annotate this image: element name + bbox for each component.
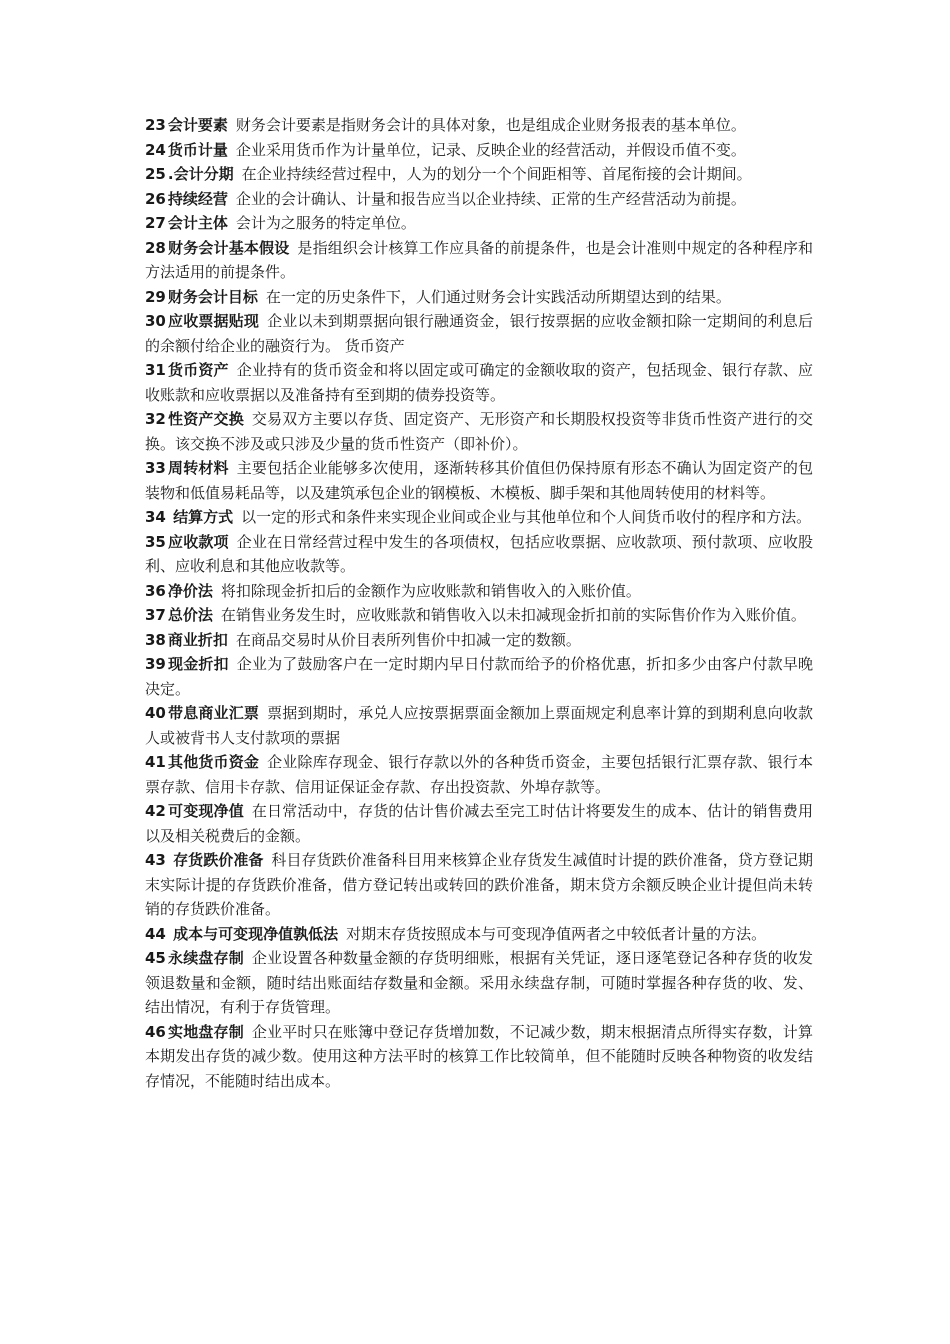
glossary-entry — [145, 946, 813, 1020]
term-label: 财务会计基本假设 — [167, 238, 290, 257]
glossary-term — [145, 116, 228, 134]
entry-number: 35 — [145, 532, 166, 551]
glossary-entry — [145, 407, 813, 456]
term-label: 周转材料 — [167, 459, 229, 477]
term-definition: 企业设置各种数量金额的存货明细账，根据有关凭证，逐日逐笔登记各种存货的收发领退数量和金额，随时结出账面结存数量和金额。采用永续盘存制，可随时掌握各种存货的收、发、结出情况，有利于存货管理。 — [145, 949, 813, 1016]
term-definition: 交易双方主要以存货、固定资产、无形资产和长期股权投资等非货币性资产进行的交换。该交换不涉及或只涉及少量的货币性资产（即补价）。 — [145, 410, 813, 453]
entry-number: 43 — [145, 851, 166, 869]
glossary-term — [145, 214, 228, 232]
term-label: 会计主体 — [167, 214, 228, 232]
glossary-term — [145, 631, 228, 649]
term-definition: 在销售业务发生时，应收账款和销售收入以未扣减现金折扣前的实际售价作为入账价值。 — [220, 606, 806, 624]
term-label: 财务会计目标 — [167, 287, 258, 306]
glossary-entry — [145, 285, 813, 310]
glossary-entry — [145, 162, 813, 187]
term-label: 成本与可变现净值孰低法 — [167, 924, 339, 943]
term-definition: 企业持有的货币资金和将以固定或可确定的金额收取的资产，包括现金、银行存款、应收账款和应收票据以及准备持有至到期的债券投资等。 — [145, 361, 813, 404]
glossary-entry — [145, 505, 813, 530]
term-label: 实地盘存制 — [167, 1022, 244, 1041]
term-label: 应收票据贴现 — [167, 312, 260, 330]
term-definition: 以一定的形式和条件来实现企业间或企业与其他单位和个人间货币收付的程序和方法。 — [241, 508, 812, 526]
glossary-term — [145, 410, 244, 428]
glossary-term — [145, 582, 213, 600]
glossary-entry — [145, 358, 813, 407]
term-label: 货币计量 — [167, 140, 228, 159]
term-label: 可变现净值 — [167, 802, 244, 820]
glossary-entry — [145, 922, 813, 947]
term-definition: 企业的会计确认、计量和报告应当以企业持续、正常的生产经营活动为前提。 — [235, 189, 746, 208]
term-label: 其他货币资金 — [167, 753, 260, 771]
glossary-entry — [145, 579, 813, 604]
term-definition: 票据到期时，承兑人应按票据票面金额加上票面规定利息率计算的到期利息向收款人或被背书人支付款项的票据 — [145, 704, 813, 747]
entry-number: 41 — [145, 753, 166, 771]
glossary-entry — [145, 848, 813, 922]
entry-number: 44 — [145, 924, 166, 943]
glossary-term — [145, 312, 259, 330]
glossary-term — [145, 459, 229, 477]
entry-number: 36 — [145, 581, 166, 600]
glossary-entry — [145, 1020, 813, 1094]
glossary-term — [145, 851, 263, 869]
glossary-entry — [145, 652, 813, 701]
glossary-term — [145, 606, 213, 624]
term-definition: 会计为之服务的特定单位。 — [235, 214, 416, 232]
entry-number: 37 — [145, 606, 166, 624]
entry-number: 33 — [145, 459, 166, 477]
glossary-term — [145, 141, 228, 159]
term-label: 现金折扣 — [167, 655, 229, 673]
glossary-term — [145, 239, 289, 257]
glossary-term — [145, 802, 244, 820]
entry-number: 46 — [145, 1022, 166, 1041]
entry-number: 39 — [145, 655, 166, 673]
term-label: 应收款项 — [167, 532, 229, 551]
glossary-term — [145, 508, 233, 526]
term-definition: 企业为了鼓励客户在一定时期内早日付款而给予的价格优惠，折扣多少由客户付款早晚决定。 — [145, 655, 813, 698]
term-label: 商业折扣 — [167, 630, 228, 649]
entry-number: 28 — [145, 238, 166, 257]
term-label: 会计要素 — [167, 116, 228, 134]
glossary-term — [145, 655, 229, 673]
term-definition: 企业以未到期票据向银行融通资金，银行按票据的应收金额扣除一定期间的利息后的余额付给企业的融资行为。 货币资产 — [145, 312, 813, 355]
entry-number: 32 — [145, 410, 166, 428]
term-definition: 财务会计要素是指财务会计的具体对象，也是组成企业财务报表的基本单位。 — [235, 116, 746, 134]
entry-number: 25 — [145, 165, 166, 183]
term-definition: 在企业持续经营过程中，人为的划分一个个间距相等、首尾衔接的会计期间。 — [241, 165, 752, 183]
glossary-term — [145, 190, 228, 208]
term-label: 结算方式 — [167, 508, 234, 526]
entry-number: 27 — [145, 214, 166, 232]
term-label: 货币资产 — [167, 361, 229, 379]
term-label: .会计分期 — [167, 165, 234, 183]
entry-number: 23 — [145, 116, 166, 134]
glossary-entry — [145, 628, 813, 653]
glossary-entry — [145, 750, 813, 799]
glossary-entry — [145, 113, 813, 138]
term-label: 存货跌价准备 — [167, 851, 264, 869]
glossary-entry — [145, 187, 813, 212]
term-definition: 企业平时只在账簿中登记存货增加数，不记减少数，期末根据清点所得实存数，计算本期发出存货的减少数。使用这种方法平时的核算工作比较简单，但不能随时反映各种物资的收发结存情况，不能随时结出成本。 — [145, 1022, 813, 1090]
glossary-term — [145, 704, 259, 722]
term-definition: 将扣除现金折扣后的金额作为应收账款和销售收入的入账价值。 — [220, 581, 641, 600]
entry-number: 40 — [145, 704, 166, 722]
glossary-entry — [145, 309, 813, 358]
term-definition: 在日常活动中，存货的估计售价减去至完工时估计将要发生的成本、估计的销售费用以及相关税费后的金额。 — [145, 802, 813, 845]
term-label: 净价法 — [167, 581, 213, 600]
glossary-term — [145, 361, 229, 379]
term-definition: 企业除库存现金、银行存款以外的各种货币资金，主要包括银行汇票存款、银行本票存款、信用卡存款、信用证保证金存款、存出投资款、外埠存款等。 — [145, 753, 813, 796]
glossary-term — [145, 753, 259, 771]
term-definition: 在商品交易时从价目表所列售价中扣减一定的数额。 — [235, 630, 581, 649]
term-label: 总价法 — [167, 606, 213, 624]
glossary-entry — [145, 211, 813, 236]
glossary-entry — [145, 603, 813, 628]
term-label: 持续经营 — [167, 189, 228, 208]
term-label: 永续盘存制 — [167, 949, 244, 967]
glossary-term — [145, 949, 244, 967]
entry-number: 26 — [145, 189, 166, 208]
entry-number: 31 — [145, 361, 166, 379]
glossary-entry — [145, 456, 813, 505]
term-definition: 科目存货跌价准备科目用来核算企业存货发生减值时计提的跌价准备，贷方登记期末实际计提的存货跌价准备，借方登记转出或转回的跌价准备，期末贷方余额反映企业计提但尚未转销的存货跌价准备。 — [145, 851, 813, 918]
entry-number: 45 — [145, 949, 166, 967]
glossary-term — [145, 288, 258, 306]
glossary-term — [145, 165, 234, 183]
glossary-entry — [145, 138, 813, 163]
glossary-entry — [145, 530, 813, 579]
term-definition: 对期末存货按照成本与可变现净值两者之中较低者计量的方法。 — [346, 924, 767, 943]
term-definition: 企业在日常经营过程中发生的各项债权，包括应收票据、应收款项、预付款项、应收股利、应收利息和其他应收款等。 — [145, 532, 813, 575]
entry-number: 42 — [145, 802, 166, 820]
glossary-term — [145, 1023, 244, 1041]
term-definition: 是指组织会计核算工作应具备的前提条件，也是会计准则中规定的各种程序和方法适用的前提条件。 — [145, 238, 813, 281]
glossary-entry — [145, 799, 813, 848]
glossary-term — [145, 533, 229, 551]
term-definition: 主要包括企业能够多次使用，逐渐转移其价值但仍保持原有形态不确认为固定资产的包装物和低值易耗品等，以及建筑承包企业的钢模板、木模板、脚手架和其他周转使用的材料等。 — [145, 459, 813, 502]
term-definition: 在一定的历史条件下，人们通过财务会计实践活动所期望达到的结果。 — [265, 287, 731, 306]
entry-number: 30 — [145, 312, 166, 330]
glossary-term — [145, 925, 338, 943]
glossary-entry — [145, 701, 813, 750]
entry-number: 38 — [145, 630, 166, 649]
term-label: 带息商业汇票 — [167, 704, 260, 722]
entry-number: 34 — [145, 508, 166, 526]
term-definition: 企业采用货币作为计量单位，记录、反映企业的经营活动，并假设币值不变。 — [235, 140, 746, 159]
entry-number: 29 — [145, 287, 166, 306]
glossary-body — [145, 113, 813, 1093]
glossary-entry — [145, 236, 813, 285]
term-label: 性资产交换 — [167, 410, 244, 428]
entry-number: 24 — [145, 140, 166, 159]
